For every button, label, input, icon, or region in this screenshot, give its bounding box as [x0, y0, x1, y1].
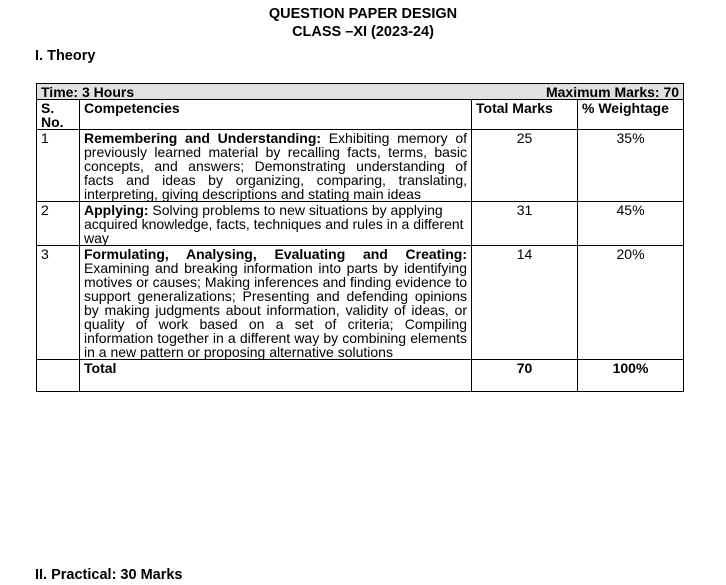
row-marks: 25 — [472, 130, 578, 202]
competency-lead: Remembering and Understanding: — [84, 130, 322, 146]
table-header-row — [37, 100, 684, 130]
document-title: QUESTION PAPER DESIGN — [268, 6, 458, 22]
time-label: Time: 3 Hours — [41, 84, 135, 100]
competency-description: Examining and breaking information into parts by identifying motives or causes; Making inferences and finding evidence to support generalizations; Presenting and defending opinions by making judgments about information, validity of ideas, or quality of work based on a set of criteria; Compiling information together in a different way by combining elements in a new pattern or proposing alternative solutions — [84, 260, 467, 360]
row-sno: 2 — [37, 202, 80, 246]
header-sno: S. No. — [37, 100, 80, 130]
row-marks: 31 — [472, 202, 578, 246]
row-competency — [80, 246, 472, 360]
header-total-marks: Total Marks — [472, 100, 578, 130]
question-paper-table — [36, 83, 684, 392]
section-practical-heading: II. Practical: 30 Marks — [35, 567, 183, 583]
row-competency — [80, 130, 472, 202]
total-label: Total — [80, 360, 472, 392]
row-weightage: 45% — [578, 202, 684, 246]
table-total-row — [37, 360, 684, 392]
table-info-cell — [37, 84, 684, 100]
table-row — [37, 202, 684, 246]
table-info-row — [37, 84, 684, 100]
competency-description: Exhibiting memory of previously learned material by recalling facts, terms, basic concepts, and answers; Demonstrating understanding of facts and ideas by organizing, comparing, translating, interpreting, giving descriptions and stating main ideas — [84, 130, 468, 202]
total-weightage: 100% — [578, 360, 684, 392]
max-marks-label: Maximum Marks: 70 — [545, 84, 680, 100]
table-row — [37, 130, 684, 202]
row-sno: 3 — [37, 246, 80, 360]
row-competency — [80, 202, 472, 246]
competency-description: Solving problems to new situations by applying acquired knowledge, facts, techniques and rules in a different way — [84, 202, 464, 246]
header-competencies: Competencies — [80, 100, 472, 130]
section-theory-heading: I. Theory — [35, 48, 96, 64]
row-weightage: 35% — [578, 130, 684, 202]
competency-lead: Applying: — [84, 202, 149, 218]
row-sno: 1 — [37, 130, 80, 202]
header-weightage: % Weightage — [578, 100, 684, 130]
row-weightage: 20% — [578, 246, 684, 360]
document-subtitle: CLASS –XI (2023-24) — [292, 24, 434, 40]
total-sno-cell — [37, 360, 80, 392]
row-marks: 14 — [472, 246, 578, 360]
competency-lead: Formulating, Analysing, Evaluating and Creating: — [84, 246, 467, 262]
table-row — [37, 246, 684, 360]
total-marks: 70 — [472, 360, 578, 392]
